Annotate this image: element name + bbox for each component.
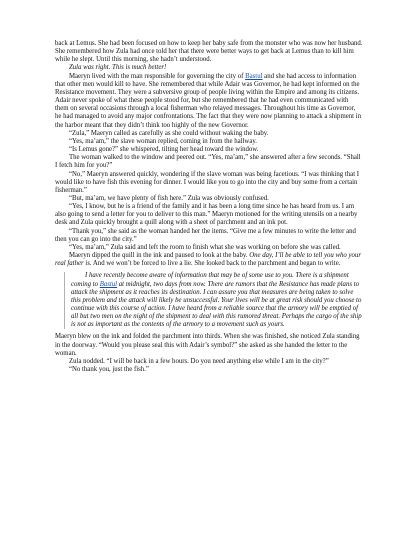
- text-run: at midnight, two days from now. There are rumors that the Resistance has made plans to attack the shipment as it reaches its destination. I can assure you that measures are being taken to solve this problem and the attack will likely be unsuccessful. Your lives will be at great risk should you choose to continue with this course of action. I have heard from a reliable source that the armory will be emptied of all but two men on the night of the shipment to deal with this rumored threat. Perhaps the cargo of the ship is not as important as the contents of the armory to a movement such as yours.: [71, 280, 362, 329]
- text-run: I have recently become aware of information that may be of some use to you. There is a shipment coming to: [71, 272, 349, 288]
- paragraph: “Thank you,” she said as the woman handed her the items. “Give me a few minutes to write the letter and then you can go into the city.”: [55, 227, 356, 243]
- place-link[interactable]: Bastul: [99, 280, 118, 288]
- paragraph: “No thank you, just the fish.”: [69, 366, 149, 374]
- text-run: Maeryn dipped the quill in the ink and paused to look at the baby.: [69, 252, 250, 260]
- paragraph: Zula nodded. “I will be back in a few hours. Do you need anything else while I am in the city?”: [69, 357, 329, 365]
- paragraph: “No,” Maeryn answered quickly, wondering if the slave woman was being facetious. “I was thinking that I would like to have fish this evening for dinner. I would like you to go into the city and buy some from a certain fisherman.”: [55, 170, 360, 194]
- letter-block: [64, 272, 363, 329]
- letter-text: [71, 272, 363, 329]
- paragraph: “Is Lemus gone?” she whispered, tilting her head toward the window.: [69, 146, 259, 154]
- paragraph: “Yes, ma’am,” Zula said and left the room to finish what she was working on before she was called.: [69, 243, 341, 251]
- text-run-italic: One day, I’ll be able to tell you who your real father is.: [55, 252, 361, 268]
- paragraph: “Zula,” Maeryn called as carefully as she could without waking the baby.: [69, 129, 269, 137]
- document-page: [55, 40, 363, 374]
- text-run: And we won’t be forced to live a lie. She looked back to the parchment and began to write.: [91, 260, 341, 268]
- paragraph: “Yes, ma’am,” the slave woman replied, coming in from the hallway.: [69, 137, 257, 145]
- paragraph: Maeryn blew on the ink and folded the parchment into thirds. When she was finished, she noticed Zula standing in the doorway. “Would you please seal this with Adair’s symbol?” she asked as she handed the letter to the woman.: [55, 333, 360, 357]
- paragraph: “But, ma’am, we have plenty of fish here.” Zula was obviously confused.: [69, 194, 269, 202]
- paragraph: [55, 73, 363, 130]
- paragraph: The woman walked to the window and peered out. “Yes, ma’am,” she answered after a few seconds. “Shall I fetch him for you?”: [55, 154, 361, 170]
- paragraph: [55, 252, 363, 268]
- text-run: and she had access to information that other men would kill to have. She remembered that while Adair was Governor, he had kept informed on the Resistance movement. They were a subversive group of people living within the Empire and among its citizens. Adair never spoke of what these people stood for, but she remembered that he had even communicated with them on several occasions through a local fisherman who relayed messages. Throughout his time as Governor, he had managed to avoid any major confrontations. The fact that they were now planning to attack a shipment in the harbor meant that they didn’t think too highly of the new Governor.: [55, 72, 362, 129]
- text-run: Maeryn lived with the man responsible for governing the city of: [69, 72, 246, 80]
- paragraph: “Yes, I know, but he is a friend of the family and it has been a long time since he has heard from us. I am also going to send a letter for you to deliver to this man.” Maeryn motioned for the writing utensils on a nearby desk and Zula quickly brought a quill along with a sheet of parchment and an ink pot.: [55, 203, 358, 227]
- paragraph: back at Lemus. She had been focused on how to keep her baby safe from the monster who was now her husband. She remembered how Zula had once told her that there were better ways to get back at Lemus than to kill him while he slept. Until this morning, she hadn’t understood.: [55, 40, 363, 64]
- place-link[interactable]: Bastul: [245, 72, 263, 80]
- paragraph-italic: Zula was right. This is much better!: [69, 64, 167, 72]
